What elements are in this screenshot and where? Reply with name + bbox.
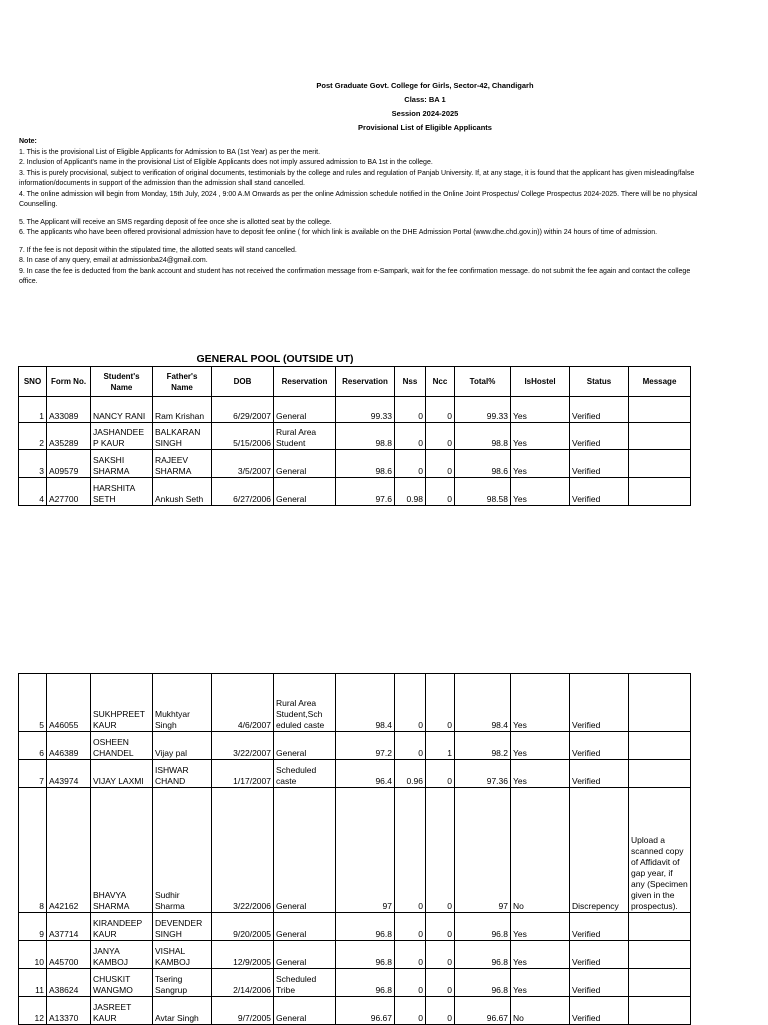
table-row [19, 397, 691, 423]
serial-cell: 1 [19, 397, 47, 423]
session-label: Session 2024-2025 [391, 109, 459, 118]
column-header: Message [629, 367, 691, 397]
father-name-cell: RAJEEV SHARMA [153, 450, 212, 478]
total-cell: 96.67 [455, 997, 511, 1025]
table-row [19, 913, 691, 941]
hostel-cell: Yes [511, 450, 570, 478]
nss-cell: 0 [395, 423, 426, 450]
status-cell: Verified [570, 478, 629, 506]
nss-cell: 0 [395, 397, 426, 423]
form-no-cell: A46055 [47, 674, 91, 732]
form-no-cell: A45700 [47, 941, 91, 969]
column-header: Reservation [274, 367, 336, 397]
hostel-cell: Yes [511, 478, 570, 506]
table-row [19, 760, 691, 788]
status-cell: Verified [570, 913, 629, 941]
form-no-cell: A38624 [47, 969, 91, 997]
note-item: 4. The online admission will begin from Monday, 15th July, 2024 , 9:00 A.M Onwards as per the online Admission schedule notified in the Online Joint Prospectus/ College Prospectus 2024-2025. There will be no physical Counselling. [19, 190, 698, 208]
table-row [19, 732, 691, 760]
dob-cell: 6/29/2007 [212, 397, 274, 423]
serial-cell: 6 [19, 732, 47, 760]
nss-cell: 0 [395, 732, 426, 760]
status-cell: Verified [570, 450, 629, 478]
column-header: IsHostel [511, 367, 570, 397]
table-row [19, 997, 691, 1025]
form-no-cell: A46389 [47, 732, 91, 760]
student-name-cell: JASREET KAUR [91, 997, 153, 1025]
form-no-cell: A33089 [47, 397, 91, 423]
form-no-cell: A37714 [47, 913, 91, 941]
dob-cell: 3/5/2007 [212, 450, 274, 478]
hostel-cell: Yes [511, 674, 570, 732]
father-name-cell: Ram Krishan [153, 397, 212, 423]
student-name-cell: NANCY RANI [91, 397, 153, 423]
form-no-cell: A09579 [47, 450, 91, 478]
total-cell: 98.2 [455, 732, 511, 760]
status-cell: Verified [570, 941, 629, 969]
total-cell: 96.8 [455, 941, 511, 969]
student-name-cell: JANYA KAMBOJ [91, 941, 153, 969]
list-title: Provisional List of Eligible Applicants [358, 123, 492, 132]
table-row [19, 969, 691, 997]
dob-cell: 2/14/2006 [212, 969, 274, 997]
hostel-cell: Yes [511, 397, 570, 423]
nss-cell: 0 [395, 941, 426, 969]
note-item: 7. If the fee is not deposit within the stipulated time, the allotted seats will stand cancelled. [19, 246, 297, 254]
nss-cell: 0.96 [395, 760, 426, 788]
column-header: Father's Name [153, 367, 212, 397]
message-cell [629, 674, 691, 732]
student-name-cell: CHUSKIT WANGMO [91, 969, 153, 997]
status-cell: Verified [570, 969, 629, 997]
student-name-cell: KIRANDEEP KAUR [91, 913, 153, 941]
eligible-applicants-table-continued [18, 673, 691, 1025]
serial-cell: 2 [19, 423, 47, 450]
dob-cell: 3/22/2007 [212, 732, 274, 760]
hostel-cell: Yes [511, 941, 570, 969]
score-cell: 96.67 [336, 997, 395, 1025]
reservation-cell: Rural Area Student [274, 423, 336, 450]
nss-cell: 0.98 [395, 478, 426, 506]
table-row [19, 941, 691, 969]
hostel-cell: No [511, 997, 570, 1025]
nss-cell: 0 [395, 997, 426, 1025]
ncc-cell: 0 [426, 760, 455, 788]
ncc-cell: 0 [426, 423, 455, 450]
dob-cell: 6/27/2006 [212, 478, 274, 506]
father-name-cell: Ankush Seth [153, 478, 212, 506]
dob-cell: 9/7/2005 [212, 997, 274, 1025]
hostel-cell: Yes [511, 732, 570, 760]
hostel-cell: Yes [511, 969, 570, 997]
dob-cell: 9/20/2005 [212, 913, 274, 941]
father-name-cell: BALKARAN SINGH [153, 423, 212, 450]
serial-cell: 4 [19, 478, 47, 506]
hostel-cell: Yes [511, 760, 570, 788]
class-label: Class: BA 1 [404, 95, 446, 104]
notes-section [19, 137, 699, 288]
father-name-cell: Tsering Sangrup [153, 969, 212, 997]
ncc-cell: 0 [426, 788, 455, 913]
father-name-cell: VISHAL KAMBOJ [153, 941, 212, 969]
ncc-cell: 0 [426, 450, 455, 478]
nss-cell: 0 [395, 913, 426, 941]
note-item: 8. In case of any query, email at admissionba24@gmail.com. [19, 257, 208, 264]
form-no-cell: A35289 [47, 423, 91, 450]
total-cell: 97 [455, 788, 511, 913]
status-cell: Verified [570, 760, 629, 788]
note-item: 2. Inclusion of Applicant's name in the provisional List of Eligible Applicants does not imply assured admission to BA 1st in the college. [19, 159, 433, 166]
father-name-cell: Vijay pal [153, 732, 212, 760]
hostel-cell: Yes [511, 423, 570, 450]
form-no-cell: A13370 [47, 997, 91, 1025]
student-name-cell: JASHANDEE P KAUR [91, 423, 153, 450]
column-header: Student's Name [91, 367, 153, 397]
student-name-cell: BHAVYA SHARMA [91, 788, 153, 913]
message-cell [629, 760, 691, 788]
score-cell: 97 [336, 788, 395, 913]
reservation-cell: Scheduled Tribe [274, 969, 336, 997]
score-cell: 96.4 [336, 760, 395, 788]
reservation-cell: Scheduled caste [274, 760, 336, 788]
message-cell [629, 478, 691, 506]
column-header: Status [570, 367, 629, 397]
score-cell: 97.6 [336, 478, 395, 506]
message-cell [629, 997, 691, 1025]
total-cell: 96.8 [455, 969, 511, 997]
column-header: SNO [19, 367, 47, 397]
score-cell: 98.8 [336, 423, 395, 450]
note-item: 6. The applicants who have been offered provisional admission have to deposit fee online ( for which link is available on the DHE Admission Portal (www.dhe.chd.gov.in)) within 24 hours of time of admission. [19, 229, 658, 236]
reservation-cell: General [274, 397, 336, 423]
note-item: 3. This is purely procvisional, subject to verification of original documents, testimonials by the college and rules and regulation of Panjab University. If, at any stage, it is found that the applicant has given misleading/false information/documents in support of the admission than the admission shall stand cancelled. [19, 169, 695, 187]
total-cell: 98.4 [455, 674, 511, 732]
serial-cell: 11 [19, 969, 47, 997]
table-row [19, 788, 691, 913]
column-header: Total% [455, 367, 511, 397]
score-cell: 96.8 [336, 913, 395, 941]
reservation-cell: General [274, 788, 336, 913]
notes-label: Note: [19, 138, 37, 145]
serial-cell: 9 [19, 913, 47, 941]
serial-cell: 3 [19, 450, 47, 478]
dob-cell: 4/6/2007 [212, 674, 274, 732]
total-cell: 99.33 [455, 397, 511, 423]
message-cell [629, 732, 691, 760]
reservation-cell: General [274, 997, 336, 1025]
column-header: DOB [212, 367, 274, 397]
form-no-cell: A27700 [47, 478, 91, 506]
status-cell: Discrepency [570, 788, 629, 913]
reservation-cell: General [274, 478, 336, 506]
reservation-cell: General [274, 732, 336, 760]
score-cell: 98.6 [336, 450, 395, 478]
serial-cell: 5 [19, 674, 47, 732]
father-name-cell: Avtar Singh [153, 997, 212, 1025]
column-header: Ncc [426, 367, 455, 397]
serial-cell: 8 [19, 788, 47, 913]
note-item: 9. In case the fee is deducted from the bank account and student has not received the confirmation message from e-Sampark, wait for the fee confirmation message. do not submit the fee again and contact the college office. [19, 267, 691, 285]
reservation-cell: Rural Area Student,Sch eduled caste [274, 674, 336, 732]
column-header: Reservation [336, 367, 395, 397]
score-cell: 98.4 [336, 674, 395, 732]
table-header-row [19, 367, 691, 397]
student-name-cell: SUKHPREET KAUR [91, 674, 153, 732]
hostel-cell: Yes [511, 913, 570, 941]
message-cell [629, 397, 691, 423]
father-name-cell: Mukhtyar Singh [153, 674, 212, 732]
message-cell: Upload a scanned copy of Affidavit of gap year, if any (Specimen given in the prospectus). [629, 788, 691, 913]
father-name-cell: DEVENDER SINGH [153, 913, 212, 941]
serial-cell: 10 [19, 941, 47, 969]
nss-cell: 0 [395, 450, 426, 478]
hostel-cell: No [511, 788, 570, 913]
score-cell: 99.33 [336, 397, 395, 423]
reservation-cell: General [274, 941, 336, 969]
father-name-cell: Sudhir Sharma [153, 788, 212, 913]
table-row [19, 450, 691, 478]
ncc-cell: 0 [426, 941, 455, 969]
table-row [19, 674, 691, 732]
reservation-cell: General [274, 913, 336, 941]
dob-cell: 5/15/2006 [212, 423, 274, 450]
ncc-cell: 0 [426, 969, 455, 997]
nss-cell: 0 [395, 674, 426, 732]
pool-title: GENERAL POOL (OUTSIDE UT) [196, 353, 354, 365]
form-no-cell: A42162 [47, 788, 91, 913]
table-row [19, 478, 691, 506]
score-cell: 96.8 [336, 969, 395, 997]
status-cell: Verified [570, 397, 629, 423]
status-cell: Verified [570, 674, 629, 732]
status-cell: Verified [570, 423, 629, 450]
message-cell [629, 450, 691, 478]
form-no-cell: A43974 [47, 760, 91, 788]
message-cell [629, 423, 691, 450]
student-name-cell: HARSHITA SETH [91, 478, 153, 506]
message-cell [629, 969, 691, 997]
ncc-cell: 0 [426, 997, 455, 1025]
message-cell [629, 941, 691, 969]
student-name-cell: SAKSHI SHARMA [91, 450, 153, 478]
total-cell: 98.8 [455, 423, 511, 450]
message-cell [629, 913, 691, 941]
total-cell: 96.8 [455, 913, 511, 941]
column-header: Form No. [47, 367, 91, 397]
dob-cell: 3/22/2006 [212, 788, 274, 913]
dob-cell: 1/17/2007 [212, 760, 274, 788]
serial-cell: 12 [19, 997, 47, 1025]
dob-cell: 12/9/2005 [212, 941, 274, 969]
column-header: Nss [395, 367, 426, 397]
ncc-cell: 0 [426, 913, 455, 941]
reservation-cell: General [274, 450, 336, 478]
student-name-cell: OSHEEN CHANDEL [91, 732, 153, 760]
ncc-cell: 0 [426, 478, 455, 506]
note-item: 1. This is the provisional List of Eligible Applicants for Admission to BA (1st Year) as per the merit. [19, 148, 321, 156]
ncc-cell: 1 [426, 732, 455, 760]
score-cell: 96.8 [336, 941, 395, 969]
total-cell: 98.58 [455, 478, 511, 506]
total-cell: 97.36 [455, 760, 511, 788]
total-cell: 98.6 [455, 450, 511, 478]
status-cell: Verified [570, 732, 629, 760]
college-name: Post Graduate Govt. College for Girls, Sector-42, Chandigarh [316, 81, 534, 90]
student-name-cell: VIJAY LAXMI [91, 760, 153, 788]
score-cell: 97.2 [336, 732, 395, 760]
table-row [19, 423, 691, 450]
serial-cell: 7 [19, 760, 47, 788]
ncc-cell: 0 [426, 397, 455, 423]
note-item: 5. The Applicant will receive an SMS regarding deposit of fee once she is allotted seat by the college. [19, 218, 332, 226]
nss-cell: 0 [395, 969, 426, 997]
eligible-applicants-table [18, 366, 691, 506]
status-cell: Verified [570, 997, 629, 1025]
ncc-cell: 0 [426, 674, 455, 732]
father-name-cell: ISHWAR CHAND [153, 760, 212, 788]
nss-cell: 0 [395, 788, 426, 913]
